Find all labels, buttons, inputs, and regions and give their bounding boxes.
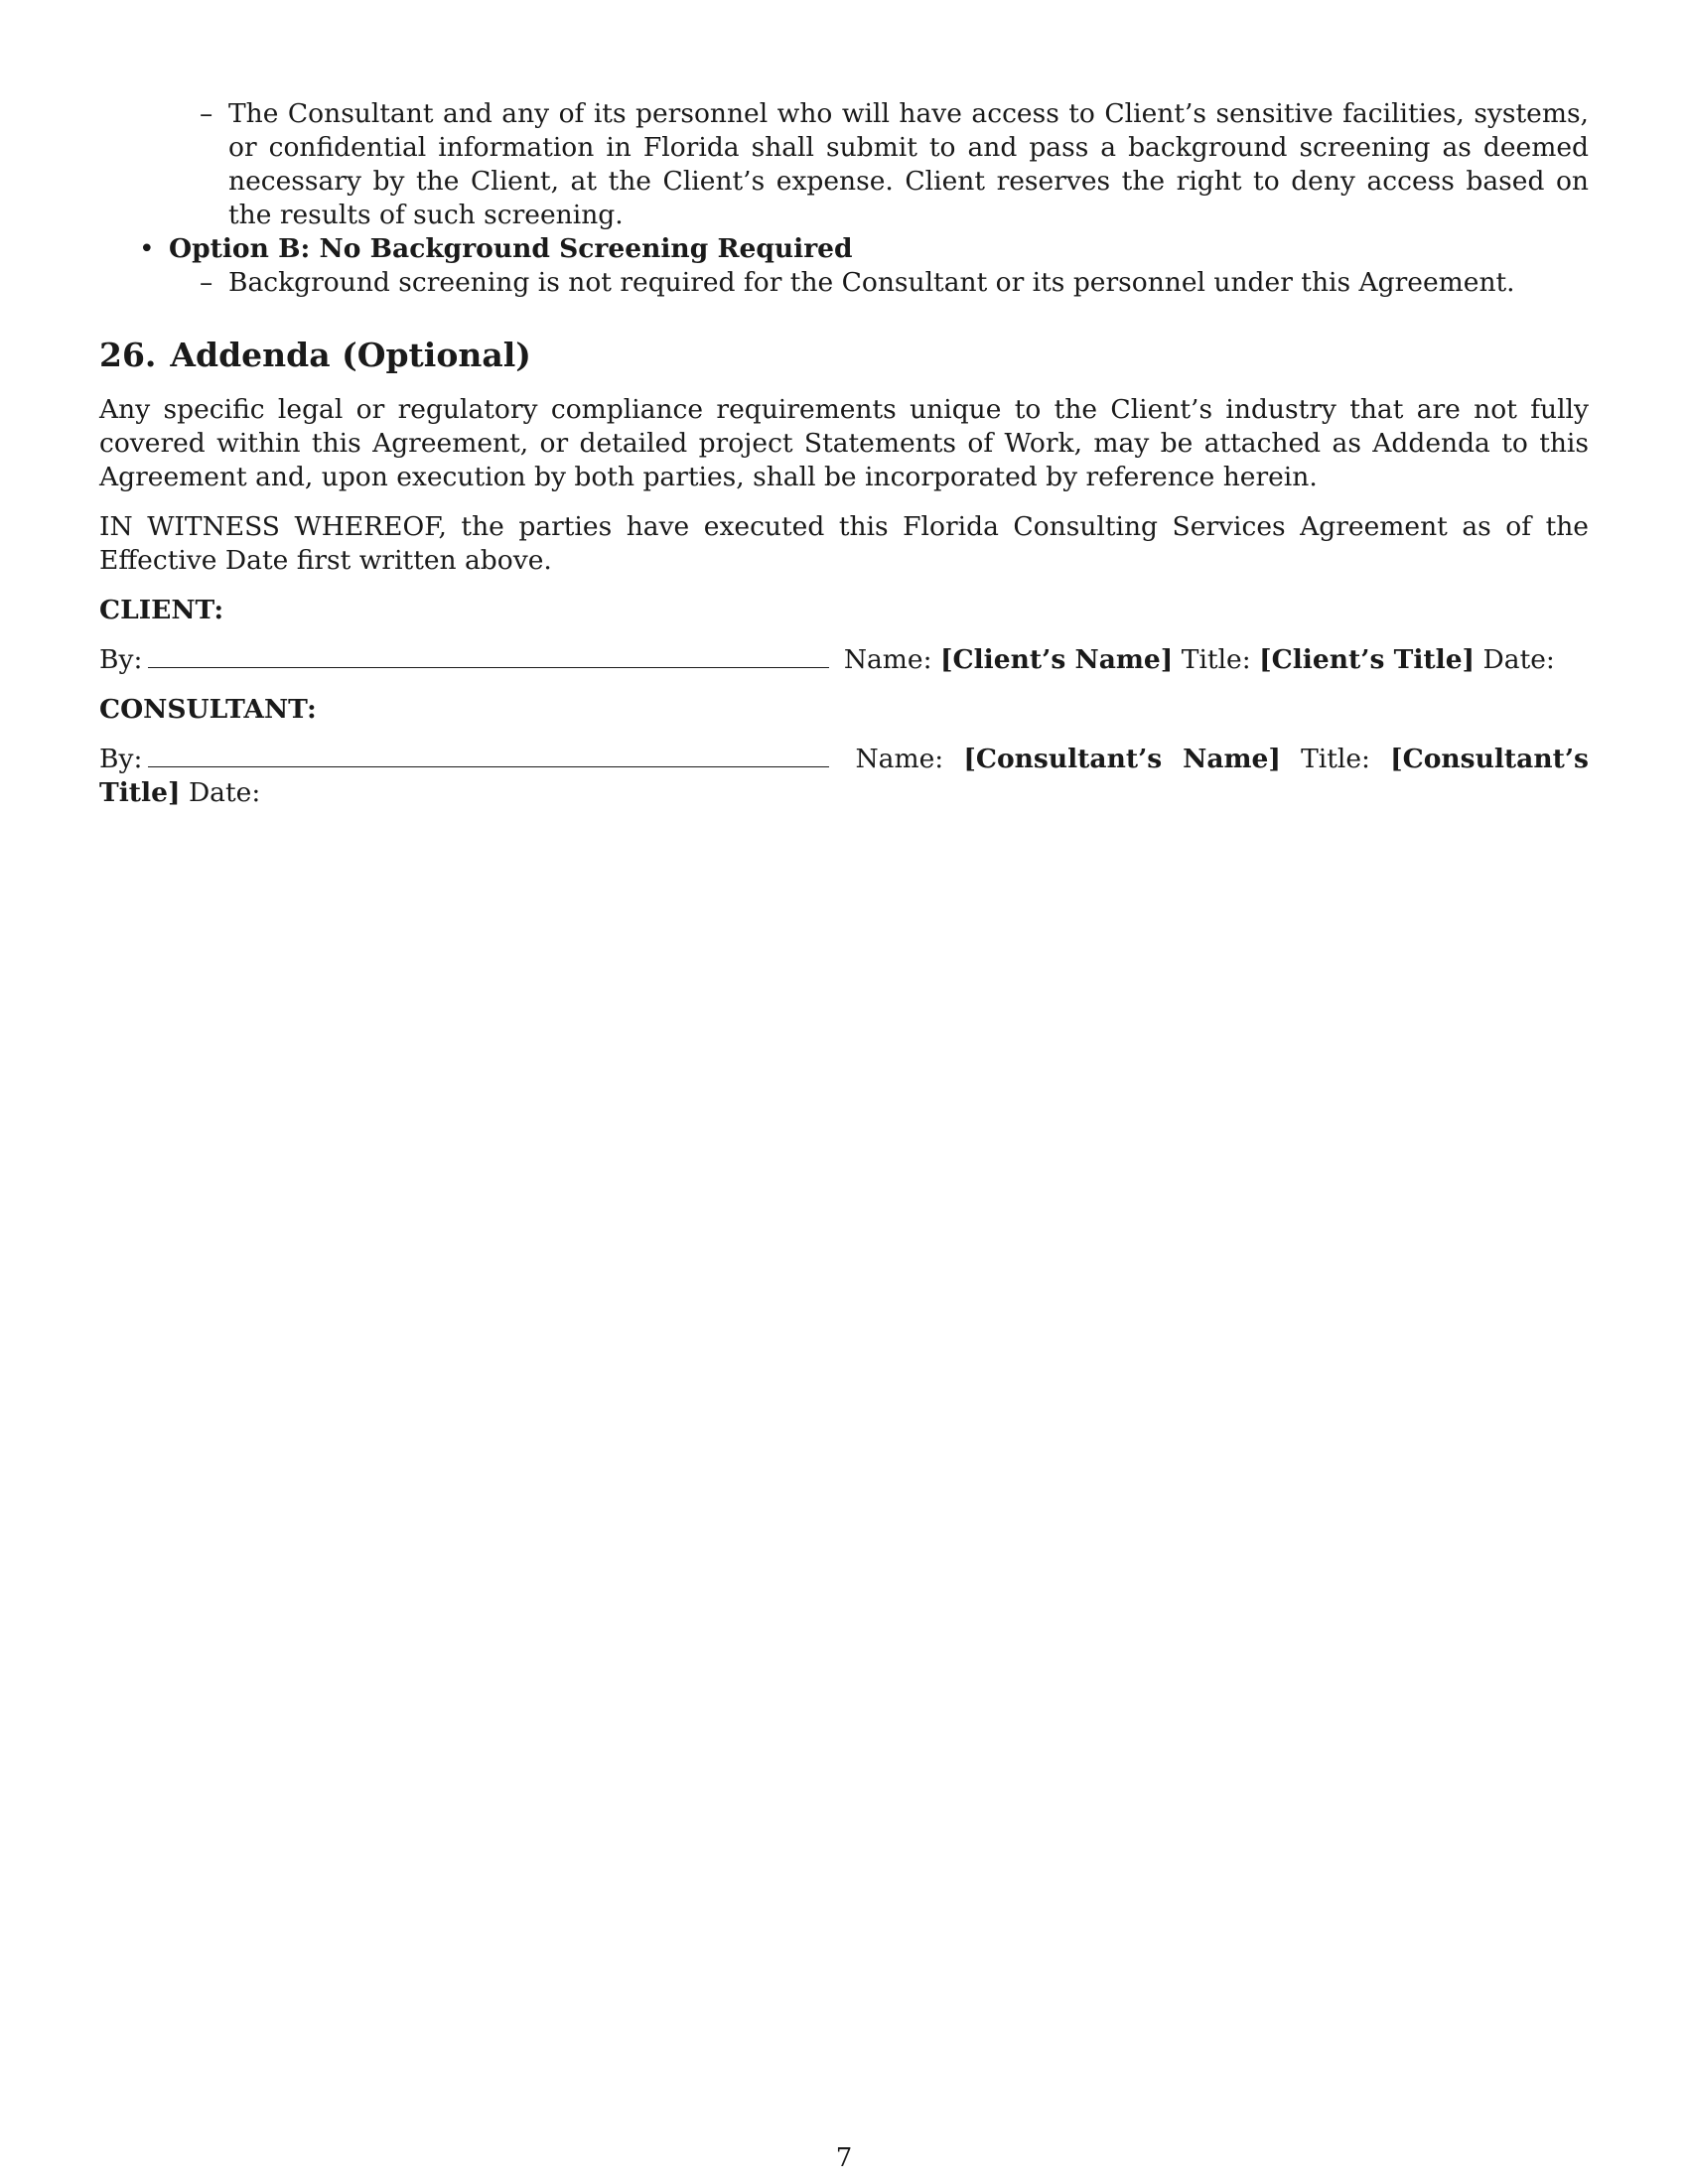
client-signature-block [99, 643, 1589, 677]
option-b-title: Option B: No Background Screening Required [169, 233, 853, 264]
section-number: 26. [99, 336, 157, 374]
addenda-paragraph: Any specific legal or regulatory compliance requirements unique to the Client’s industry that are not fully covered within this Agreement, or detailed project Statements of Work, may be attached as Addenda to this Agreement and, upon execution by both parties, shall be incorporated by reference herein. [99, 394, 1589, 492]
client-signature-line [148, 645, 829, 668]
client-name-value: [Client’s Name] [939, 644, 1174, 675]
section-heading-26 [99, 334, 1589, 377]
consultant-by-label: By: [99, 744, 143, 774]
option-b-bullet [99, 232, 1589, 266]
client-title-value: [Client’s Title] [1259, 644, 1476, 675]
option-b-text: Background screening is not required for the Consultant or its personnel under this Agreement. [228, 267, 1515, 298]
consultant-label: CONSULTANT: [99, 694, 317, 725]
client-title-label: Title: [1181, 644, 1251, 675]
consultant-date-label: Date: [188, 777, 261, 808]
section-title: Addenda (Optional) [170, 336, 531, 374]
bullet-marker: • [139, 233, 155, 264]
consultant-title-value: [Consultant’s Title] [99, 744, 1589, 808]
client-by-label: By: [99, 644, 143, 675]
client-name-label: Name: [843, 644, 932, 675]
client-date-label: Date: [1482, 644, 1555, 675]
page-number: 7 [835, 2143, 853, 2173]
consultant-signature-block [99, 743, 1589, 810]
option-a-text: The Consultant and any of its personnel who will have access to Client’s sensitive facilities, systems, or confidential information in Florida shall submit to and pass a background screening as deemed necessary by the Client, at the Client’s expense. Client reserves the right to deny access based on the results of such screening. [228, 98, 1589, 230]
dash-marker: – [200, 98, 213, 129]
option-b-subitem [99, 266, 1589, 300]
dash-marker: – [200, 267, 213, 298]
witness-paragraph: IN WITNESS WHEREOF, the parties have executed this Florida Consulting Services Agreement as of the Effective Date first written above. [99, 511, 1589, 576]
client-label: CLIENT: [99, 595, 224, 625]
document-page [99, 97, 1589, 810]
option-a-subitem [99, 97, 1589, 232]
consultant-title-label: Title: [1301, 744, 1370, 774]
consultant-name-label: Name: [855, 744, 944, 774]
consultant-signature-line [148, 745, 829, 767]
consultant-name-value: [Consultant’s Name] [963, 744, 1281, 774]
